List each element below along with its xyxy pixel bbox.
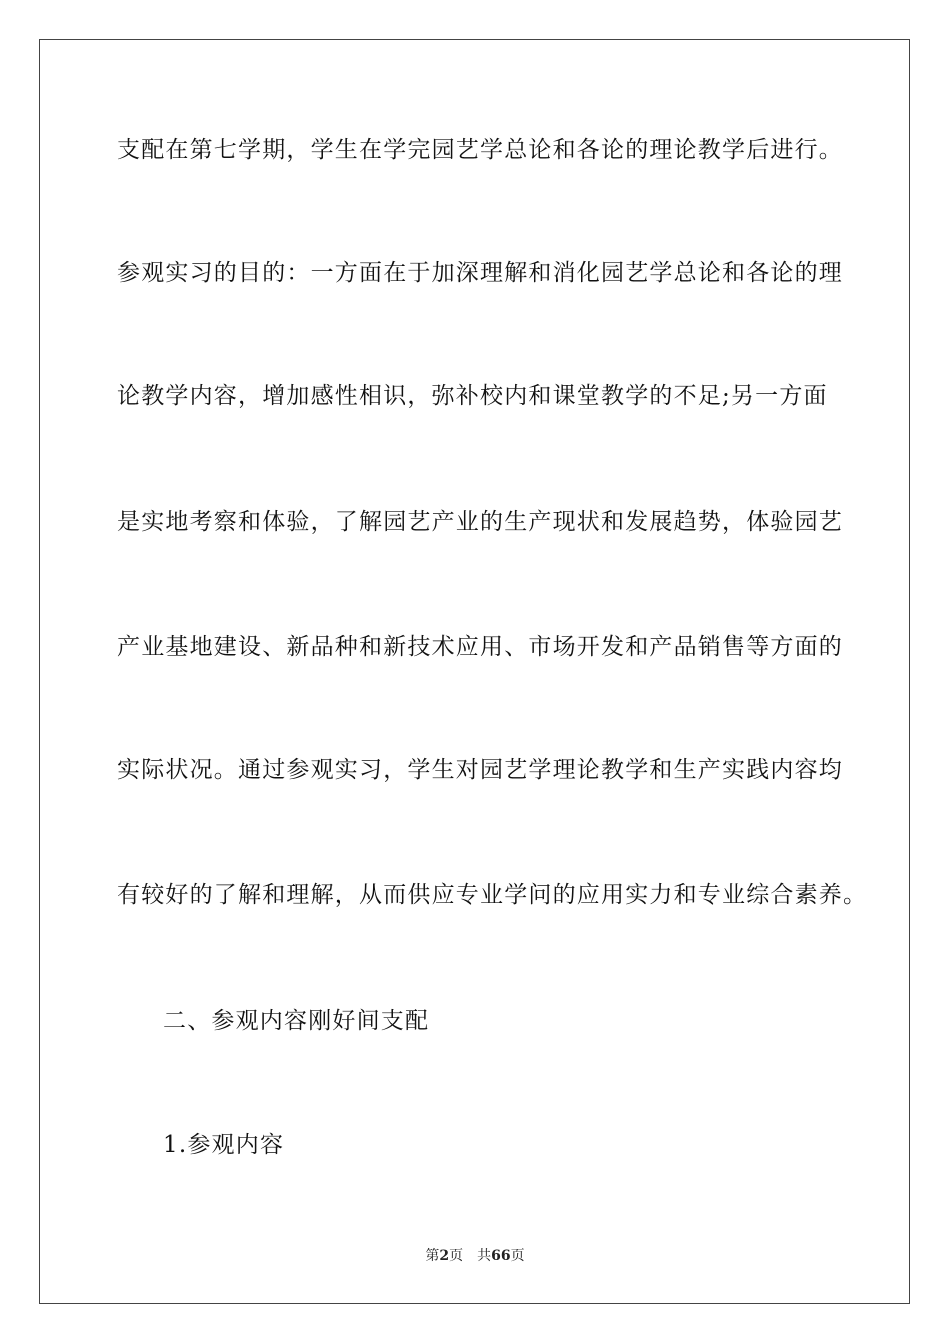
- body-line-4: 是实地考察和体验，了解园艺产业的生产现状和发展趋势，体验园艺: [117, 509, 843, 535]
- body-line-1: 支配在第七学期，学生在学完园艺学总论和各论的理论教学后进行。: [117, 137, 843, 163]
- body-line-6: 实际状况。通过参观实习，学生对园艺学理论教学和生产实践内容均: [117, 757, 843, 783]
- body-line-2: 参观实习的目的：一方面在于加深理解和消化园艺学总论和各论的理: [117, 260, 843, 286]
- body-line-5: 产业基地建设、新品种和新技术应用、市场开发和产品销售等方面的: [117, 634, 843, 660]
- page-frame: [39, 39, 910, 1304]
- subsection-heading: 1.参观内容: [163, 1132, 285, 1158]
- total-pages: 66: [491, 1248, 511, 1264]
- body-line-7: 有较好的了解和理解，从而供应专业学问的应用实力和专业综合素养。: [117, 882, 868, 908]
- total-prefix: 共: [477, 1248, 492, 1264]
- total-suffix: 页: [510, 1248, 525, 1264]
- page-prefix: 第: [425, 1248, 440, 1264]
- body-line-3: 论教学内容，增加感性相识，弥补校内和课堂教学的不足;另一方面: [117, 383, 828, 409]
- page-number: 2: [439, 1248, 450, 1264]
- page-footer: [0, 1247, 950, 1265]
- page-suffix: 页: [449, 1248, 464, 1264]
- section-heading: 二、参观内容刚好间支配: [163, 1008, 430, 1034]
